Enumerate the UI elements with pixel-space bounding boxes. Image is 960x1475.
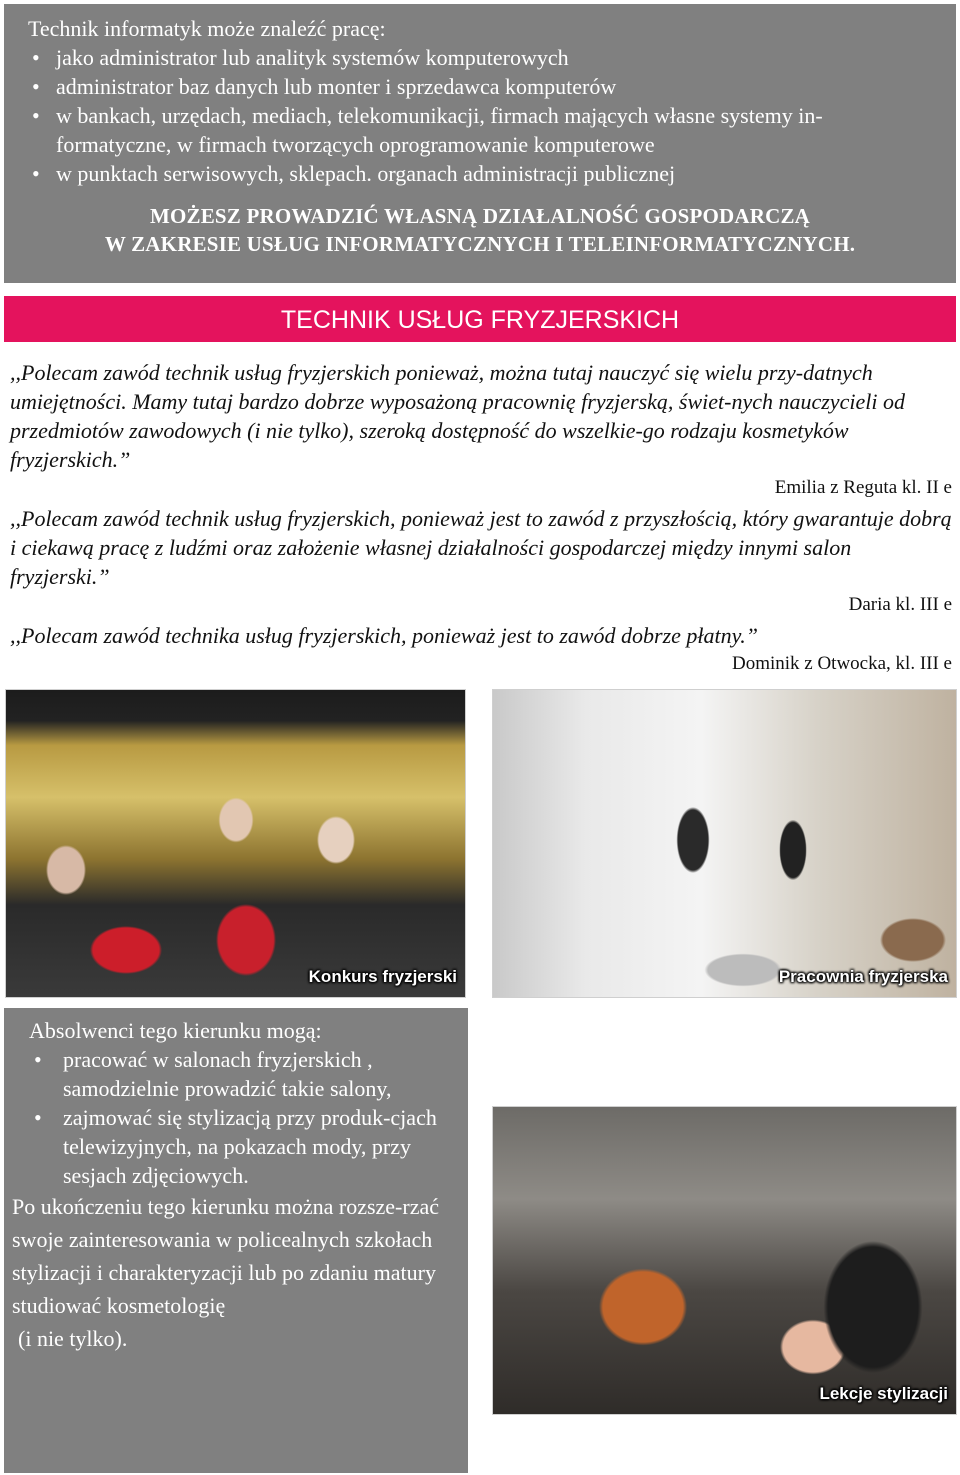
further-education-tail: (i nie tylko). [18,1326,128,1351]
list-item: • w punktach serwisowych, sklepach. organach administracji publicznej [28,159,932,188]
testimonial-author: Dominik z Otwocka, kl. III e [731,653,952,674]
it-intro: Technik informatyk może znaleźć pracę: [28,16,386,41]
emphasis-line: W ZAKRESIE USŁUG INFORMATYCZNYCH I TELEINFORMATYCZNYCH. [104,232,856,256]
list-item: • pracować w salonach fryzjerskich , samodzielnie prowadzić takie salony, [12,1045,460,1103]
graduates-list [12,1045,460,1190]
testimonials [10,358,952,680]
photo-caption: Lekcje stylizacji [819,1384,948,1403]
workshop-photo [492,689,957,998]
styling-photo [492,1106,957,1415]
testimonial-quote: ,,Polecam zawód technika usług fryzjerskich, ponieważ jest to zawód dobrze płatny.” [10,623,758,648]
testimonial-author: Daria kl. III e [848,594,952,615]
list-item: • w bankach, urzędach, mediach, telekomunikacji, firmach mających własne systemy in-formatyczne, w firmach tworzących oprogramowanie komputerowe [28,101,932,159]
testimonial-quote: ,,Polecam zawód technik usług fryzjerskich ponieważ, można tutaj nauczyć się wielu przy-datnych umiejętności. Mamy tutaj bardzo dobrze wyposażoną pracownię fryzjerską, świet-nych nauczycieli od przedmiotów zawodowych (i nie tylko), szeroką dostępność do wszelkie-go rodzaju kosmetyków fryzjerskich.” [10,360,905,472]
photo-caption: Konkurs fryzjerski [308,967,457,986]
it-job-list [28,43,932,188]
graduates-box [4,1008,468,1473]
testimonial-quote: ,,Polecam zawód technik usług fryzjerskich, ponieważ jest to zawód z przyszłością, który gwarantuje dobrą i ciekawą pracę z ludźmi oraz założenie własnej działalności gospodarczej między innymi salon fryzjerski.” [10,506,952,589]
business-emphasis [28,202,932,258]
contest-photo [5,689,466,998]
further-education-text: Po ukończeniu tego kierunku można rozsze-rzać swoje zainteresowania w policealnych szkołach stylizacji i charakteryzacji lub po zdaniu matury studiować kosmetologię [12,1194,439,1318]
emphasis-line: MOŻESZ PROWADZIĆ WŁASNĄ DZIAŁALNOŚĆ GOSPODARCZĄ [149,204,811,228]
list-item: • zajmować się stylizacją przy produk-cjach telewizyjnych, na pokazach mody, przy sesjach zdjęciowych. [12,1103,460,1190]
photo-caption: Pracownia fryzjerska [778,967,948,986]
graduates-lead: Absolwenci tego kierunku mogą: [29,1018,322,1043]
section-banner: TECHNIK USŁUG FRYZJERSKICH [4,296,956,342]
list-item: • administrator baz danych lub monter i sprzedawca komputerów [28,72,932,101]
testimonial-author: Emilia z Reguta kl. II e [774,477,952,498]
it-technician-box [4,4,956,283]
list-item: • jako administrator lub analityk systemów komputerowych [28,43,932,72]
